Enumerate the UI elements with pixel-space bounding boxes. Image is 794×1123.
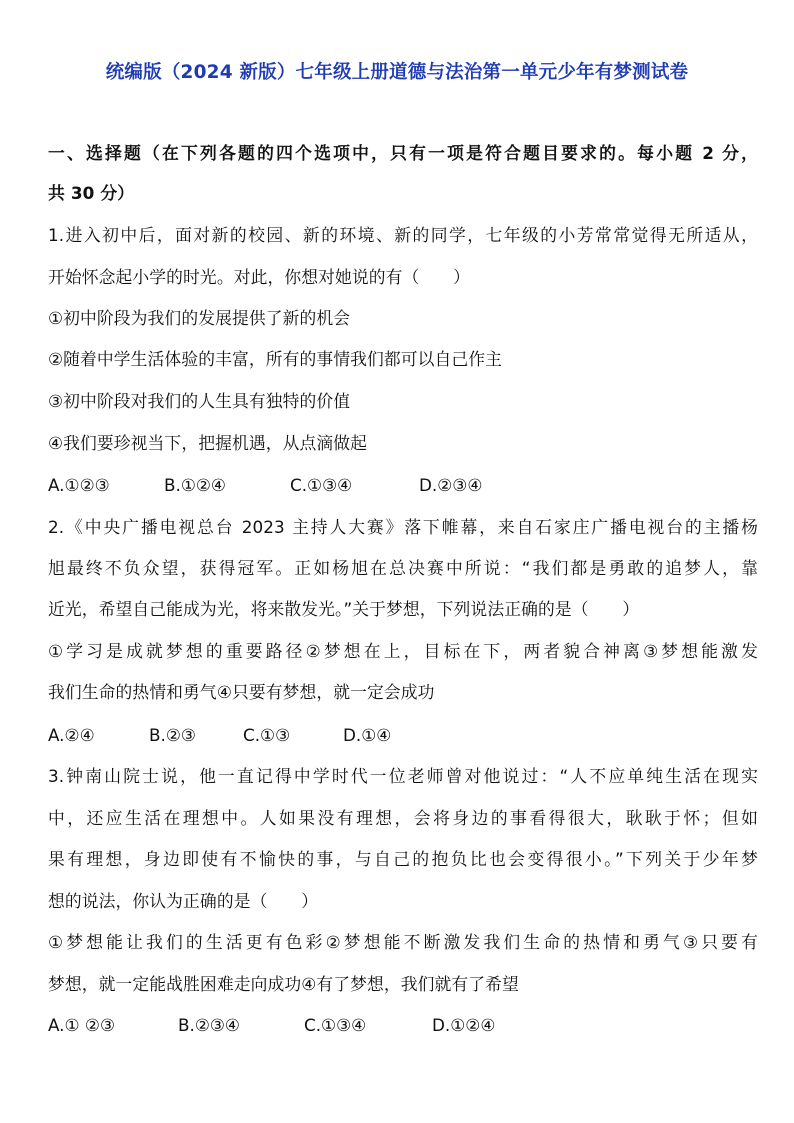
question-2-option-d: D.①④ (343, 725, 392, 745)
question-2-stem-line-3: 近光，希望自己能成为光，将来散发光。”关于梦想，下列说法正确的是（ ） (48, 599, 640, 619)
question-1-option-c: C.①③④ (290, 475, 353, 495)
question-2-stem-line-2: 旭最终不负众望，获得冠军。正如杨旭在总决赛中所说：“我们都是勇敢的追梦人，靠 (48, 558, 758, 578)
question-2-statements-line-1: ①学习是成就梦想的重要路径②梦想在上，目标在下，两者貌合神离③梦想能激发 (48, 641, 758, 661)
question-3-stem-line-3: 果有理想，身边即使有不愉快的事，与自己的抱负比也会变得很小。”下列关于少年梦 (48, 849, 758, 869)
question-3-statements-line-1: ①梦想能让我们的生活更有色彩②梦想能不断激发我们生命的热情和勇气③只要有 (48, 932, 758, 952)
question-2-stem-line-1: 2.《中央广播电视总台 2023 主持人大赛》落下帷幕，来自石家庄广播电视台的主播杨 (48, 517, 758, 537)
question-3-option-d: D.①②④ (432, 1015, 496, 1035)
question-1-statement-2: ②随着中学生活体验的丰富，所有的事情我们都可以自己作主 (48, 349, 503, 369)
question-1-stem-line-2: 开始怀念起小学的时光。对此，你想对她说的有（ ） (48, 267, 471, 287)
question-3-option-b: B.②③④ (178, 1015, 240, 1035)
section-heading-line-1: 一、选择题（在下列各题的四个选项中，只有一项是符合题目要求的。每小题 2 分， (48, 143, 758, 163)
question-2-option-c: C.①③ (243, 725, 291, 745)
question-3-stem-line-4: 想的说法，你认为正确的是（ ） (48, 891, 319, 911)
question-3-stem-line-2: 中，还应生活在理想中。人如果没有理想，会将身边的事看得很大，耿耿于怀；但如 (48, 808, 758, 828)
section-heading-line-2: 共 30 分） (48, 183, 135, 203)
question-3-option-a: A.① ②③ (48, 1015, 115, 1035)
question-3-stem-line-1: 3.钟南山院士说，他一直记得中学时代一位老师曾对他说过：“人不应单纯生活在现实 (48, 766, 758, 786)
question-2-option-b: B.②③ (149, 725, 196, 745)
question-1-stem-line-1: 1.进入初中后，面对新的校园、新的环境、新的同学，七年级的小芳常常觉得无所适从， (48, 225, 758, 245)
question-3-option-c: C.①③④ (304, 1015, 367, 1035)
exam-title: 统编版（2024 新版）七年级上册道德与法治第一单元少年有梦测试卷 (105, 62, 689, 83)
question-3-statements-line-2: 梦想，就一定能战胜困难走向成功④有了梦想，我们就有了希望 (48, 974, 519, 994)
question-1-statement-3: ③初中阶段对我们的人生具有独特的价值 (48, 391, 351, 411)
question-1-option-b: B.①②④ (164, 475, 226, 495)
question-2-option-a: A.②④ (48, 725, 95, 745)
question-1-statement-4: ④我们要珍视当下，把握机遇，从点滴做起 (48, 433, 368, 453)
question-1-option-d: D.②③④ (419, 475, 483, 495)
question-2-statements-line-2: 我们生命的热情和勇气④只要有梦想，就一定会成功 (48, 682, 435, 702)
question-1-option-a: A.①②③ (48, 475, 110, 495)
question-1-statement-1: ①初中阶段为我们的发展提供了新的机会 (48, 308, 351, 328)
